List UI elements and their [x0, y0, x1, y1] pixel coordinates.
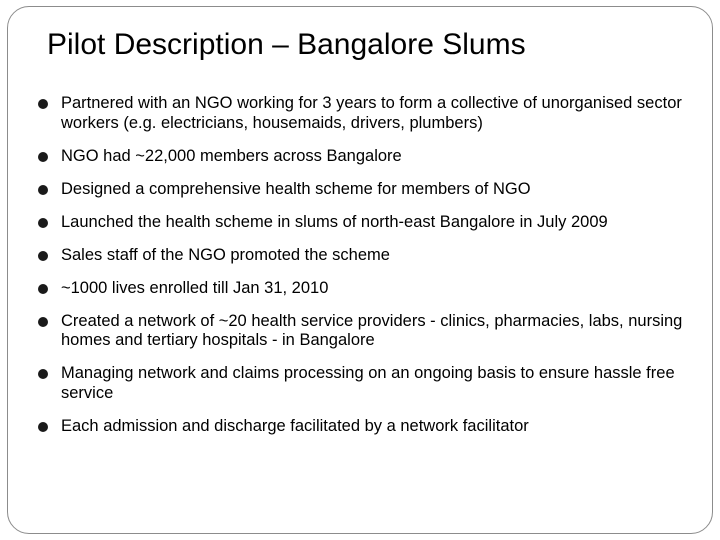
bullet-dot-icon — [38, 284, 48, 294]
bullet-dot-icon — [38, 152, 48, 162]
bullet-item — [38, 417, 698, 437]
bullet-text: Each admission and discharge facilitated by a network facilitator — [61, 416, 529, 435]
bullet-item — [38, 279, 698, 299]
bullet-text: Managing network and claims processing on an ongoing basis to ensure hassle free service — [61, 364, 675, 402]
bullet-item — [38, 147, 698, 167]
bullet-dot-icon — [38, 185, 48, 195]
bullet-item — [38, 364, 698, 403]
bullet-text: Sales staff of the NGO promoted the scheme — [61, 245, 390, 264]
bullet-item — [38, 180, 698, 200]
bullet-item — [38, 312, 698, 351]
bullet-text: Partnered with an NGO working for 3 years to form a collective of unorganised sector workers (e.g. electricians, housemaids, drivers, plumbers) — [61, 94, 682, 132]
bullet-text: Launched the health scheme in slums of north-east Bangalore in July 2009 — [61, 212, 608, 231]
bullet-dot-icon — [38, 422, 48, 432]
bullet-item — [38, 246, 698, 266]
bullet-text: Designed a comprehensive health scheme for members of NGO — [61, 179, 531, 198]
slide-title: Pilot Description – Bangalore Slums — [47, 28, 526, 61]
bullet-dot-icon — [38, 251, 48, 261]
bullet-item — [38, 94, 698, 133]
bullet-text: ~1000 lives enrolled till Jan 31, 2010 — [61, 278, 329, 297]
bullet-text: Created a network of ~20 health service providers - clinics, pharmacies, labs, nursing homes and tertiary hospitals - in Bangalore — [61, 311, 683, 349]
bullet-dot-icon — [38, 369, 48, 379]
bullet-item — [38, 213, 698, 233]
bullet-dot-icon — [38, 218, 48, 228]
bullet-text: NGO had ~22,000 members across Bangalore — [61, 146, 402, 165]
bullet-list — [38, 94, 698, 450]
bullet-dot-icon — [38, 317, 48, 327]
bullet-dot-icon — [38, 99, 48, 109]
